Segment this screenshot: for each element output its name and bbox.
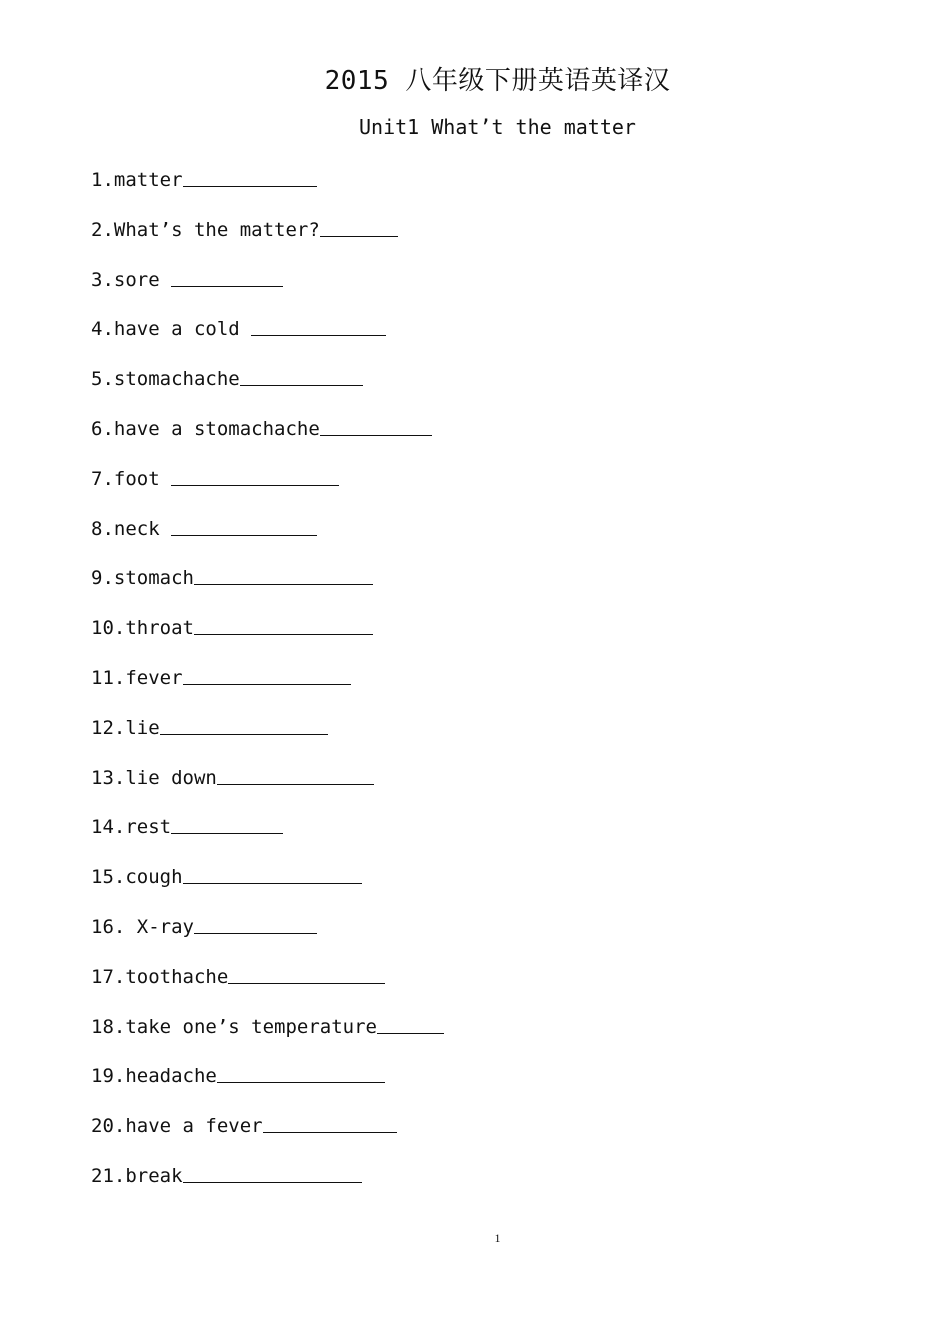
answer-blank[interactable] — [194, 913, 317, 934]
item-text: 8.neck — [91, 517, 172, 540]
item-text: 18.take one’s temperature — [91, 1015, 377, 1038]
item-text: 15.cough — [91, 866, 183, 889]
answer-blank[interactable] — [263, 1112, 397, 1133]
item-text: 7.foot — [91, 467, 172, 490]
answer-blank[interactable] — [217, 1062, 385, 1083]
item-text: 12.lie — [91, 716, 160, 739]
list-item — [91, 1062, 444, 1112]
list-item — [91, 714, 444, 764]
answer-blank[interactable] — [320, 415, 432, 436]
list-item — [91, 564, 444, 614]
item-text: 14.rest — [91, 816, 172, 839]
answer-blank[interactable] — [171, 515, 317, 536]
list-item — [91, 166, 444, 216]
item-text: 6.have a stomachache — [91, 417, 320, 440]
item-text: 3.sore — [91, 268, 172, 291]
answer-blank[interactable] — [217, 764, 374, 785]
page-number: 1 — [494, 1231, 501, 1245]
list-item — [91, 266, 444, 316]
answer-blank[interactable] — [194, 614, 373, 635]
list-item — [91, 614, 444, 664]
answer-blank[interactable] — [228, 963, 385, 984]
list-item — [91, 1013, 444, 1063]
item-text: 20.have a fever — [91, 1115, 263, 1138]
item-text: 17.toothache — [91, 965, 229, 988]
answer-blank[interactable] — [183, 1162, 362, 1183]
answer-blank[interactable] — [194, 564, 373, 585]
item-text: 1.matter — [91, 169, 183, 191]
item-text: 21.break — [91, 1164, 183, 1187]
list-item — [91, 1162, 444, 1212]
answer-blank[interactable] — [160, 714, 328, 735]
answer-blank[interactable] — [377, 1013, 444, 1034]
list-item — [91, 1112, 444, 1162]
item-text: 16. X-ray — [91, 915, 194, 938]
list-item — [91, 515, 444, 565]
answer-blank[interactable] — [183, 166, 317, 187]
item-text: 11.fever — [91, 666, 183, 689]
list-item — [91, 216, 444, 266]
list-item — [91, 365, 444, 415]
list-item — [91, 963, 444, 1013]
list-item — [91, 913, 444, 963]
page-title: 2015 八年级下册英语英译汉 — [324, 66, 671, 96]
answer-blank[interactable] — [171, 266, 283, 287]
item-text: 10.throat — [91, 617, 194, 640]
list-item — [91, 315, 444, 365]
list-item — [91, 465, 444, 515]
item-text: 19.headache — [91, 1065, 217, 1088]
list-item — [91, 664, 444, 714]
item-text: 5.stomachache — [91, 368, 240, 391]
list-item — [91, 415, 444, 465]
item-text: 9.stomach — [91, 567, 194, 590]
item-text: 4.have a cold — [91, 318, 252, 341]
item-text: 2.What’s the matter? — [91, 218, 320, 241]
answer-blank[interactable] — [183, 863, 362, 884]
unit-title: Unit1 What’t the matter — [359, 115, 636, 139]
item-text: 13.lie down — [91, 766, 217, 789]
answer-blank[interactable] — [171, 813, 283, 834]
answer-blank[interactable] — [251, 315, 385, 336]
answer-blank[interactable] — [171, 465, 339, 486]
list-item — [91, 863, 444, 913]
list-item — [91, 813, 444, 863]
answer-blank[interactable] — [183, 664, 351, 685]
answer-blank[interactable] — [320, 216, 398, 237]
answer-blank[interactable] — [240, 365, 363, 386]
list-item — [91, 764, 444, 814]
vocabulary-list — [91, 166, 444, 1212]
